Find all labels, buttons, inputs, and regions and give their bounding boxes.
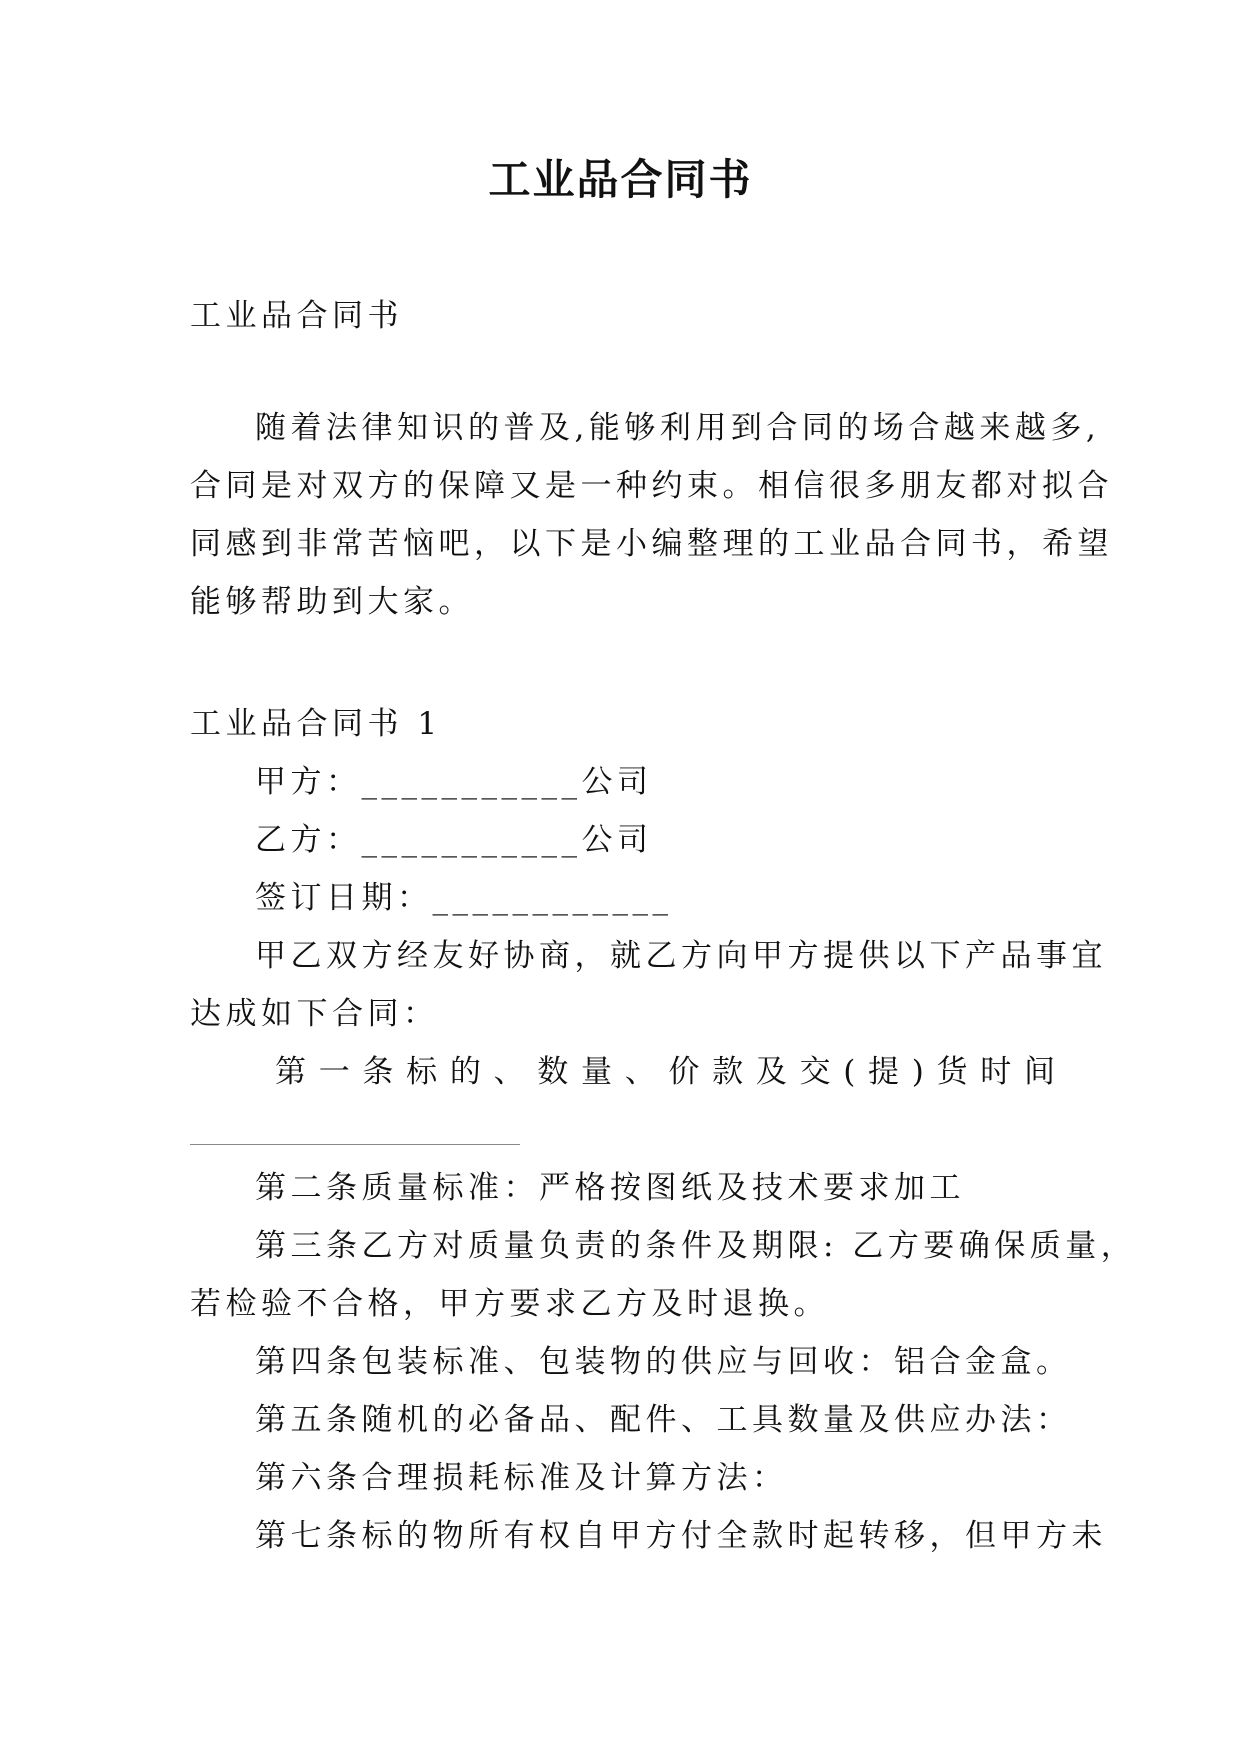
party-a-line: 甲方：___________公司 (255, 764, 653, 800)
intro-line-1: 随着法律知识的普及,能够利用到合同的场合越来越多, (255, 410, 1101, 446)
article-4-line: 第四条包装标准、包装物的供应与回收：铝合金盒。 (255, 1344, 1072, 1380)
blank-underline (190, 1144, 520, 1145)
section-title: 工业品合同书 1 (190, 706, 442, 742)
intro-line-2: 合同是对双方的保障又是一种约束。相信很多朋友都对拟合 (190, 468, 1113, 504)
sign-date-line: 签订日期：____________ (255, 880, 673, 916)
document-subtitle: 工业品合同书 (190, 298, 403, 334)
intro-line-3: 同感到非常苦恼吧，以下是小编整理的工业品合同书，希望 (190, 526, 1113, 562)
article-7-line: 第七条标的物所有权自甲方付全款时起转移，但甲方未 (255, 1518, 1107, 1554)
article-5-line: 第五条随机的必备品、配件、工具数量及供应办法： (255, 1402, 1072, 1438)
intro-line-4: 能够帮助到大家。 (190, 584, 474, 620)
article-3-line-1: 第三条乙方对质量负责的条件及期限: 乙方要确保质量， (255, 1228, 1137, 1264)
party-b-line: 乙方：___________公司 (255, 822, 653, 858)
preamble-line-2: 达成如下合同： (190, 996, 439, 1032)
preamble-line-1: 甲乙双方经友好协商，就乙方向甲方提供以下产品事宜 (255, 938, 1107, 974)
article-1-line: 第一条标的、数量、价款及交(提)货时间 (275, 1054, 1055, 1090)
article-2-line: 第二条质量标准：严格按图纸及技术要求加工 (255, 1170, 965, 1206)
article-6-line: 第六条合理损耗标准及计算方法： (255, 1460, 788, 1496)
document-title: 工业品合同书 (488, 155, 753, 204)
article-3-line-2: 若检验不合格，甲方要求乙方及时退换。 (190, 1286, 829, 1322)
